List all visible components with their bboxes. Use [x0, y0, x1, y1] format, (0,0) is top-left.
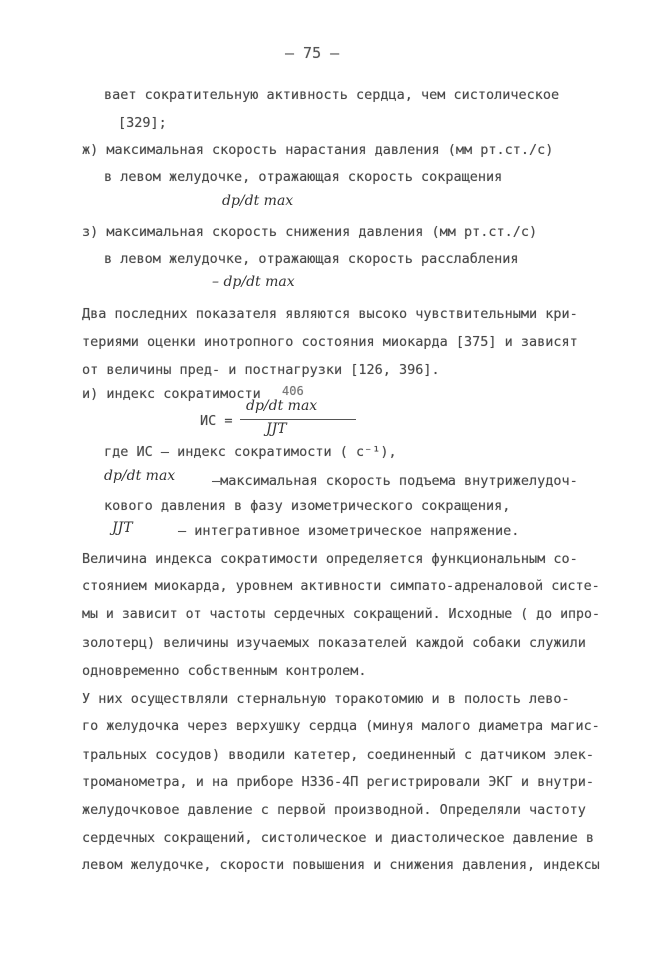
handwritten-formula: ЈЈТ — [112, 520, 133, 536]
text-line: з) максимальная скорость снижения давления (мм рт.ст./с) — [82, 224, 538, 240]
formula-lhs: ИС = — [200, 413, 233, 429]
text-line: Два последних показателя являются высоко чувствительными кри- — [82, 306, 578, 322]
handwritten-formula: dp/dt max — [222, 193, 294, 209]
text-line: [329]; — [118, 115, 167, 131]
fraction-bar — [240, 419, 356, 420]
text-line: –максимальная скорость подъема внутрижелудоч- — [212, 473, 578, 489]
text-line: золотерц) величины изучаемых показателей каждой собаки служили — [82, 635, 586, 651]
text-line: левом желудочке, скорости повышения и снижения давления, индексы — [82, 858, 600, 873]
text-line: в левом желудочке, отражающая скорость сокращения — [104, 169, 503, 185]
text-line: тральных сосудов) вводили катетер, соединенный с датчиком элек- — [82, 747, 595, 763]
text-line: сердечных сокращений, систолическое и диастолическое давление в — [82, 830, 595, 846]
text-line: одновременно собственным контролем. — [82, 663, 367, 679]
text-line: – интегративное изометрическое напряжение. — [178, 523, 520, 539]
text-line: вает сократительную активность сердца, чем систолическое — [104, 87, 560, 103]
handwritten-formula: – dp/dt max — [212, 274, 295, 290]
handwritten-note: 406 — [282, 384, 304, 398]
handwritten-formula: dp/dt max — [104, 468, 176, 484]
text-line: желудочковое давление с первой производной. Определяли частоту — [82, 802, 586, 818]
text-line: троманометра, и на приборе НЗ36-4П регистрировали ЭКГ и внутри- — [82, 774, 595, 790]
page-number: – 75 – — [285, 44, 340, 62]
text-line: ж) максимальная скорость нарастания давления (мм рт.ст./с) — [82, 142, 554, 158]
text-line: го желудочка через верхушку сердца (минуя малого диаметра магис- — [82, 719, 600, 734]
text-line: в левом желудочке, отражающая скорость расслабления — [104, 251, 519, 267]
text-line: от величины пред- и постнагрузки [126, 396]. — [82, 362, 440, 378]
formula-numerator: dp/dt max — [246, 398, 318, 414]
text-line: У них осуществляли стернальную торакотомию и в полость лево- — [82, 691, 570, 707]
text-line: Величина индекса сократимости определяется функциональным со- — [82, 551, 578, 567]
text-line: териями оценки инотропного состояния миокарда [375] и зависят — [82, 334, 578, 350]
formula-denominator: ЈЈТ — [266, 421, 287, 437]
text-line: где ИС – индекс сократимости ( с⁻¹), — [104, 444, 397, 460]
text-line: стоянием миокарда, уровнем активности симпато-адреналовой систе- — [82, 579, 600, 594]
text-line: кового давления в фазу изометрического сокращения, — [104, 498, 511, 514]
text-line: и) индекс сократимости — [82, 386, 261, 402]
text-line: мы и зависит от частоты сердечных сокращений. Исходные ( до ипро- — [82, 607, 600, 622]
